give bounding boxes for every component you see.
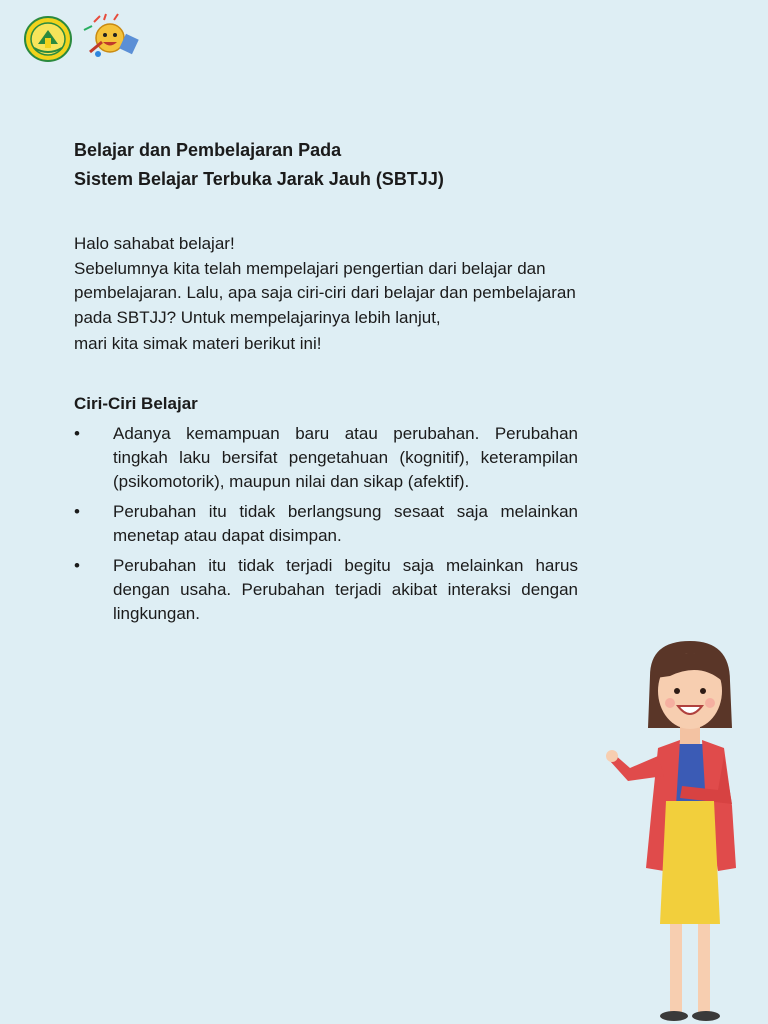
list-item-text: Adanya kemampuan baru atau perubahan. Perubahan tingkah laku bersifat pengetahuan (kognitif), keterampilan (psikomotorik), maupun nilai dan sikap (afektif). [113,424,578,491]
bullet-icon: • [74,424,80,443]
intro-body: Sebelumnya kita telah mempelajari pengertian dari belajar dan pembelajaran. Lalu, apa saja ciri-ciri dari belajar dan pembelajaran pada SBTJJ? Untuk mempelajarinya lebih lanjut, [74,258,576,327]
bullet-icon: • [74,502,80,521]
page-title [74,136,444,194]
intro-closing: mari kita simak materi berikut ini! [74,334,322,353]
title-line-2: Sistem Belajar Terbuka Jarak Jauh (SBTJJ) [74,169,444,189]
title-line-1: Belajar dan Pembelajaran Pada [74,140,342,160]
characteristics-list [74,422,578,632]
section-heading: Ciri-Ciri Belajar [74,394,198,413]
list-item-text: Perubahan itu tidak terjadi begitu saja melainkan harus dengan usaha. Perubahan terjadi akibat interaksi dengan lingkungan. [113,556,578,623]
teacher-illustration [600,636,750,1024]
ministry-emblem-icon [24,16,72,62]
list-item-text: Perubahan itu tidak berlangsung sesaat saja melainkan menetap atau dapat disimpan. [113,502,578,545]
list-item [74,500,578,548]
learning-mascot-icon [74,12,146,64]
bullet-icon: • [74,556,80,575]
list-item [74,554,578,626]
intro-greeting: Halo sahabat belajar! [74,234,235,253]
intro-paragraph [74,232,580,357]
list-item [74,422,578,494]
